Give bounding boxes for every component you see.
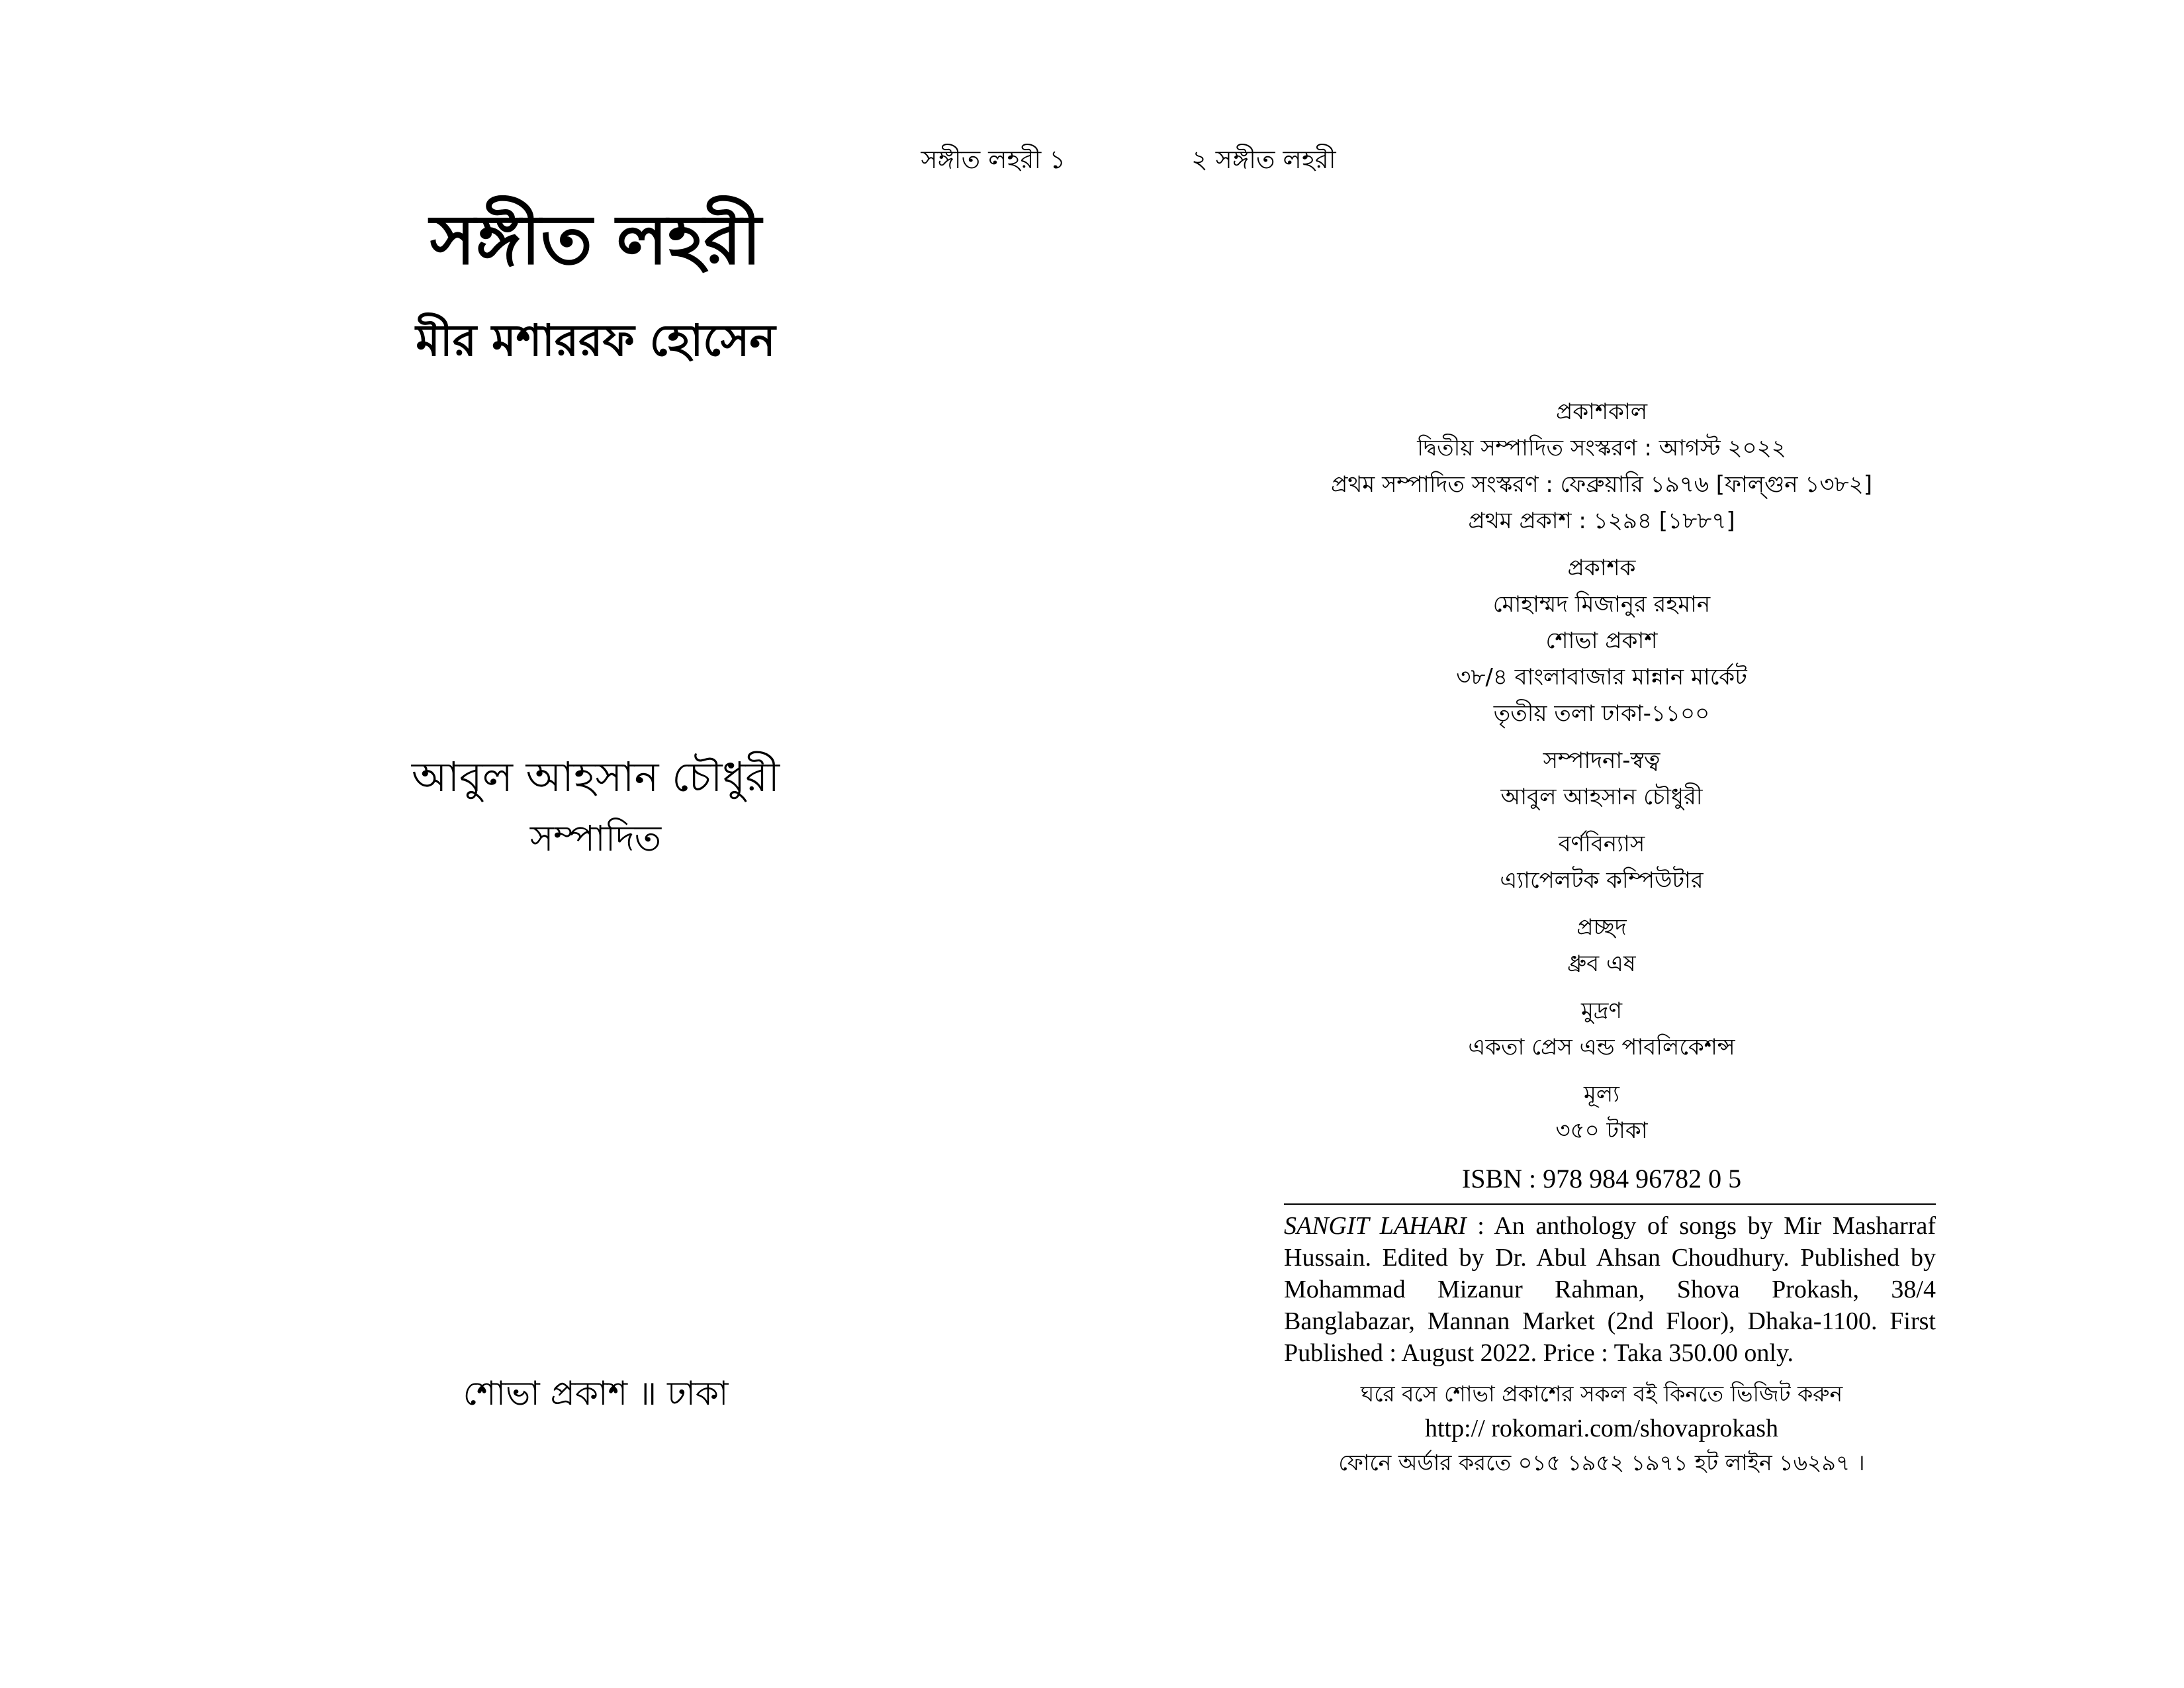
- copyright-info: [1291, 743, 1913, 816]
- cover-heading: প্রচ্ছদ: [1576, 914, 1627, 941]
- edited-label: সম্পাদিত: [529, 818, 662, 859]
- publisher-address-line1: ৩৮/৪ বাংলাবাজার মান্নান মার্কেট: [1456, 664, 1747, 690]
- english-description: [1284, 1203, 1936, 1369]
- cover-by: ধ্রুব এষ: [1567, 951, 1636, 977]
- running-head-left: সঙ্গীত লহরী ১: [921, 145, 1066, 174]
- publisher-address-line2: তৃতীয় তলা ঢাকা-১১০০: [1493, 700, 1710, 727]
- second-edition: দ্বিতীয় সম্পাদিত সংস্করণ : আগস্ট ২০২২: [1417, 435, 1786, 461]
- phone-order-line: ফোনে অর্ডার করতে ০১৫ ১৯৫২ ১৯৭১ হট লাইন ১৬২৯৭ ।: [1338, 1450, 1865, 1476]
- book-title: সঙ্গীত লহরী: [430, 199, 762, 280]
- english-title: SANGIT LAHARI: [1284, 1212, 1467, 1240]
- copyright-holder: আবুল আহসান চৌধুরী: [1500, 784, 1703, 810]
- publication-history: [1291, 394, 1913, 539]
- publication-heading: প্রকাশকাল: [1555, 399, 1648, 425]
- online-store-url: http:// rokomari.com/shovaprokash: [1424, 1415, 1779, 1442]
- online-order-info: [1291, 1377, 1913, 1480]
- printing-info: [1291, 993, 1913, 1066]
- cover-info: [1291, 910, 1913, 982]
- publisher-house: শোভা প্রকাশ: [1545, 628, 1658, 654]
- author-name: মীর মশাররফ হোসেন: [416, 315, 776, 366]
- price-value: ৩৫০ টাকা: [1555, 1117, 1648, 1144]
- first-published: প্রথম প্রকাশ : ১২৯৪ [১৮৮৭]: [1468, 508, 1735, 534]
- publisher-name: মোহাম্মদ মিজানুর রহমান: [1492, 591, 1711, 618]
- printing-heading: মুদ্রণ: [1580, 998, 1623, 1024]
- english-body: : An anthology of songs by Mir Masharraf Hussain. Edited by Dr. Abul Ahsan Choudhury. Published by Mohammad Mizanur Rahman, Shova Prokash, 38/4 Banglabazar, Mannan Market (2nd Floor), Dhaka-1100. First Published : August 2022. Price : Taka 350.00 only.: [1284, 1212, 1936, 1367]
- price-heading: মূল্য: [1583, 1081, 1620, 1107]
- typesetting-info: [1291, 826, 1913, 899]
- price-info: [1291, 1076, 1913, 1149]
- printing-by: একতা প্রেস এন্ড পাবলিকেশন্স: [1468, 1034, 1735, 1060]
- publisher-imprint: শোভা প্রকাশ ॥ ঢাকা: [463, 1374, 729, 1413]
- copyright-heading: সম্পাদনা-স্বত্ব: [1543, 747, 1661, 774]
- typesetting-heading: বর্ণবিন্যাস: [1558, 831, 1645, 857]
- first-edited-edition: প্রথম সম্পাদিত সংস্করণ : ফেব্রুয়ারি ১৯৭৬ [ফাল্গুন ১৩৮২]: [1331, 471, 1872, 498]
- typesetting-by: এ্যাপেলটক কম্পিউটার: [1500, 867, 1704, 894]
- online-order-line: ঘরে বসে শোভা প্রকাশের সকল বই কিনতে ভিজিট করুন: [1360, 1381, 1843, 1407]
- editor-name: আবুল আহসান চৌধুরী: [411, 753, 780, 801]
- isbn: ISBN : 978 984 96782 0 5: [1461, 1164, 1742, 1194]
- colophon: [1291, 394, 1913, 1198]
- publisher-info: [1291, 550, 1913, 732]
- running-head-right: ২ সঙ্গীত লহরী: [1191, 145, 1336, 174]
- publisher-heading: প্রকাশক: [1567, 555, 1636, 581]
